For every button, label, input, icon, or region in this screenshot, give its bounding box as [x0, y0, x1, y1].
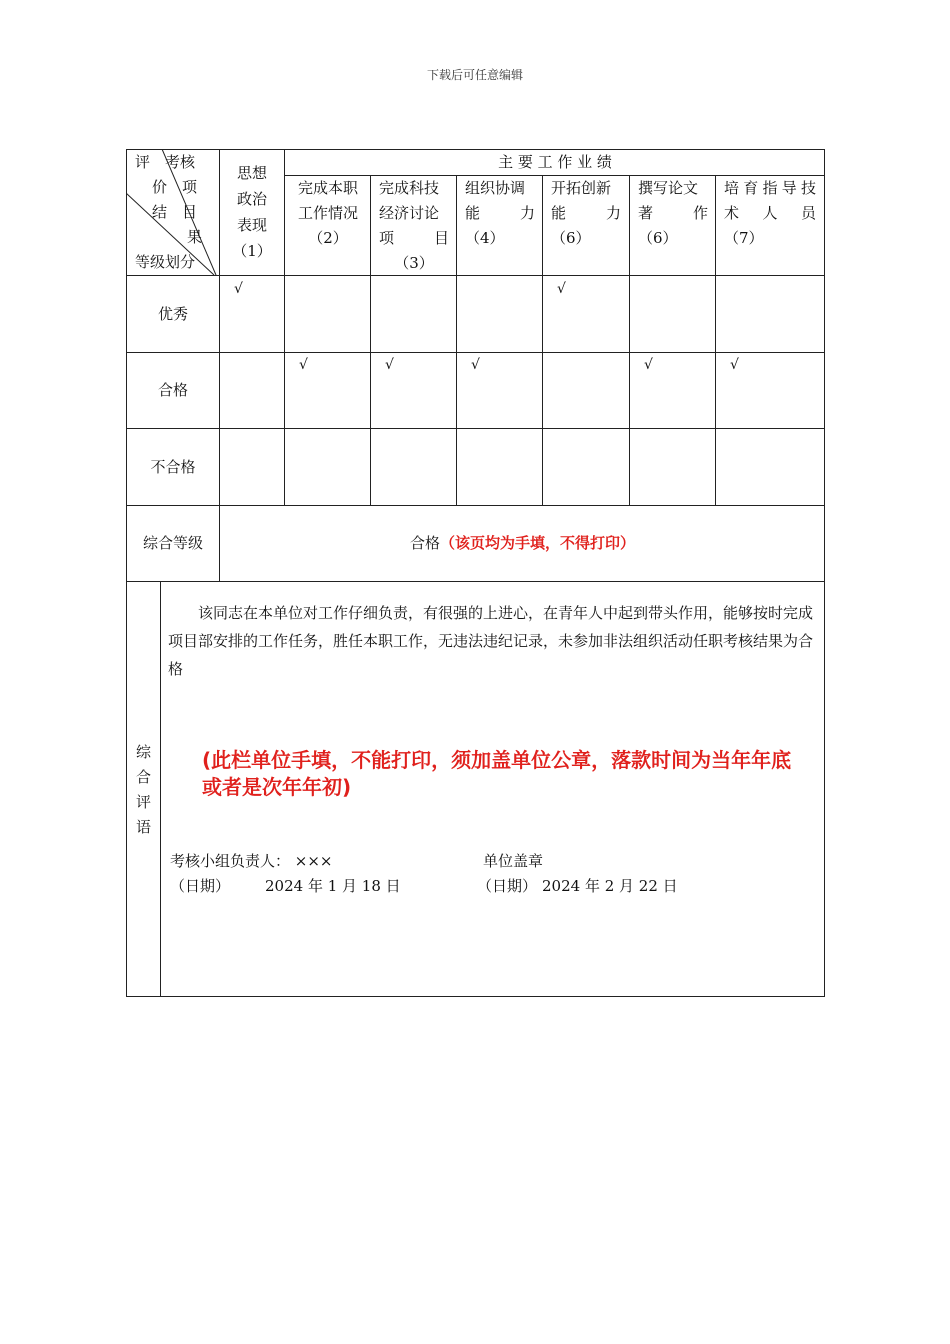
divider — [126, 581, 825, 582]
leader-date-label: （日期） — [170, 877, 231, 895]
comment-label-char: 语 — [135, 818, 151, 836]
col-duty-line-3: （2） — [308, 229, 348, 247]
col-research-line-1: 完成科技 — [379, 179, 440, 197]
col-paper-line-3: （6） — [638, 229, 678, 247]
overall-grade-value: 合格 — [409, 534, 440, 552]
corner-label-ping: 评 — [135, 153, 151, 171]
divider — [456, 175, 457, 506]
check-mark: √ — [557, 281, 566, 297]
col-coordination-line-3: （4） — [465, 229, 505, 247]
check-mark: √ — [471, 357, 480, 373]
check-mark: √ — [730, 357, 739, 373]
comment-body-text: 该同志在本单位对工作仔细负责，有很强的上进心，在青年人中起到带头作用，能够按时完成项目部安排的工作任务，胜任本职工作，无违法违纪记录，未参加非法组织活动任职考核结果为合格 — [168, 604, 814, 678]
comment-label-char: 综 — [135, 743, 151, 761]
leader-label: 考核小组负责人： — [170, 852, 291, 870]
check-mark: √ — [385, 357, 394, 373]
col-mentoring-line-3: （7） — [724, 229, 764, 247]
col-paper-line-1: 撰写论文 — [638, 179, 699, 197]
unit-seal-label: 单位盖章 — [483, 852, 544, 870]
comment-label-char: 评 — [135, 793, 151, 811]
divider — [126, 275, 825, 276]
col-research-line-2: 经济讨论 — [379, 204, 440, 222]
col-mentoring-line-2: 术 人 员 — [724, 204, 816, 222]
overall-grade-note: （该页均为手填，不得打印） — [440, 534, 636, 552]
corner-label-guo: 果 — [187, 228, 203, 246]
divider — [126, 428, 825, 429]
col-political-line-1: 思想 — [236, 164, 267, 182]
check-mark: √ — [234, 281, 243, 297]
col-mentoring-header — [724, 176, 816, 251]
col-coordination-line-2: 能 力 — [465, 204, 535, 222]
corner-label-grade: 等级划分 — [135, 253, 196, 271]
row-label-qualified: 合格 — [157, 381, 188, 399]
col-innovation-header — [551, 176, 621, 251]
col-coordination-header — [465, 176, 535, 251]
check-mark: √ — [299, 357, 308, 373]
divider — [370, 175, 371, 506]
divider — [542, 175, 543, 506]
seal-date: 2024 年 2 月 22 日 — [542, 877, 678, 895]
corner-label-kaohe: 考核 — [165, 153, 196, 171]
comment-label — [127, 740, 160, 840]
divider — [284, 149, 285, 506]
overall-grade-label: 综合等级 — [142, 534, 203, 552]
col-research-line-3: 项 目 — [379, 229, 449, 247]
comment-label-char: 合 — [135, 768, 151, 786]
seal-date-label: （日期） — [477, 877, 538, 895]
divider — [160, 581, 161, 997]
leader-signature — [170, 849, 333, 874]
corner-label-jie: 结 — [152, 203, 168, 221]
col-innovation-line-3: （6） — [551, 229, 591, 247]
col-innovation-line-2: 能 力 — [551, 204, 621, 222]
col-research-header — [379, 176, 449, 276]
col-mentoring-line-1: 培育指导技 — [724, 179, 816, 197]
corner-label-jia: 价 — [152, 178, 168, 196]
col-coordination-line-1: 组织协调 — [465, 179, 526, 197]
check-mark: √ — [644, 357, 653, 373]
col-political-header — [220, 160, 284, 264]
col-paper-header — [638, 176, 708, 251]
col-innovation-line-1: 开拓创新 — [551, 179, 612, 197]
col-paper-line-2: 著 作 — [638, 204, 708, 222]
col-political-line-2: 政治 — [236, 190, 267, 208]
col-political-line-4: （1） — [232, 242, 272, 260]
leader-name: ××× — [294, 852, 333, 870]
col-research-line-4: （3） — [394, 254, 434, 272]
comment-handwrite-note: (此栏单位手填，不能打印，须加盖单位公章，落款时间为当年年底或者是次年年初) — [202, 748, 792, 799]
col-duty-line-1: 完成本职 — [297, 179, 358, 197]
divider — [715, 175, 716, 506]
col-duty-line-2: 工作情况 — [297, 204, 358, 222]
row-label-excellent: 优秀 — [157, 304, 188, 323]
overall-grade-cell — [220, 506, 825, 581]
divider — [126, 352, 825, 353]
leader-date: 2024 年 1 月 18 日 — [265, 877, 401, 895]
corner-label-mu: 目 — [182, 203, 198, 221]
col-political-line-3: 表现 — [236, 216, 267, 234]
divider — [629, 175, 630, 506]
row-label-unqualified: 不合格 — [150, 457, 196, 476]
col-duty-header — [292, 176, 364, 251]
corner-label-xiang: 项 — [182, 178, 198, 196]
watermark-text: 下载后可任意编辑 — [426, 68, 523, 82]
main-work-title: 主 要 工 作 业 绩 — [498, 153, 612, 171]
